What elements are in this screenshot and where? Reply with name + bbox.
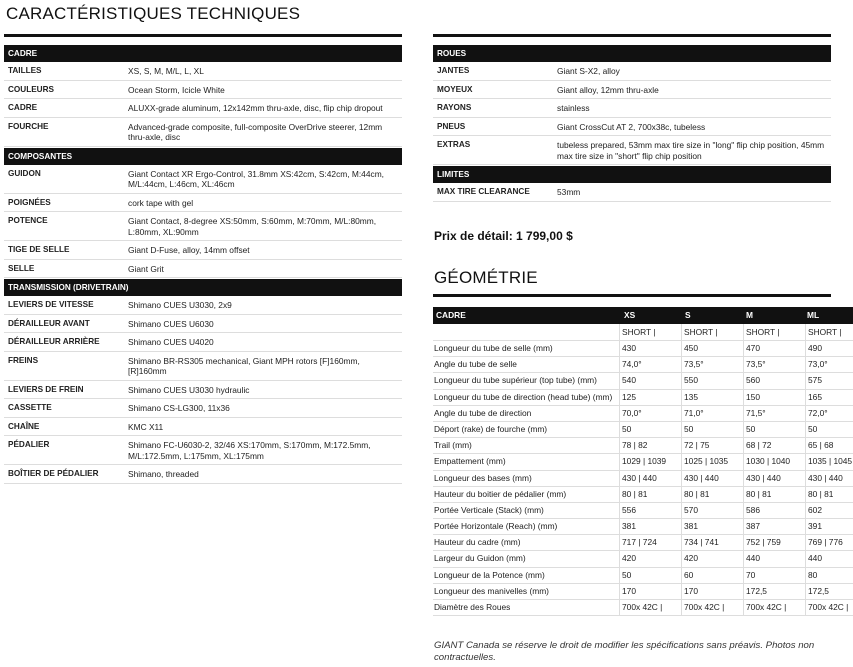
geometry-value: 381 [619, 519, 681, 534]
geometry-value: 70,0° [619, 406, 681, 421]
spec-label: EXTRAS [437, 140, 471, 149]
geometry-value: 700x 42C | [619, 600, 681, 615]
geometry-value: 60 [681, 568, 743, 583]
spec-label: RAYONS [437, 103, 472, 112]
geometry-value: 700x 42C | [743, 600, 805, 615]
spec-label: JANTES [437, 66, 470, 75]
geometry-value: 734 | 741 [681, 535, 743, 550]
spec-value: Giant D-Fuse, alloy, 14mm offset [128, 245, 250, 255]
geometry-value: 65 | 68 [805, 438, 853, 453]
size-s: S [685, 310, 691, 320]
spec-value: Shimano FC-U6030-2, 32/46 XS:170mm, S:170mm, M:172.5mm, M/L:172.5mm, L:175mm, XL:175mm [128, 440, 371, 461]
divider [433, 294, 831, 297]
geometry-row [433, 373, 853, 389]
geometry-value: 752 | 759 [743, 535, 805, 550]
geometry-value: 125 [619, 390, 681, 405]
geometry-value: 80 | 81 [681, 487, 743, 502]
geometry-value: 586 [743, 503, 805, 518]
geometry-value: 560 [743, 373, 805, 388]
geometry-label: Hauteur du cadre (mm) [434, 537, 521, 548]
geometry-value: 80 | 81 [743, 487, 805, 502]
geometry-value: 68 | 72 [743, 438, 805, 453]
geometry-value: 80 | 81 [619, 487, 681, 502]
geometry-value: 700x 42C | [805, 600, 853, 615]
spec-label: DÉRAILLEUR AVANT [8, 318, 90, 328]
geometry-label: Longueur des bases (mm) [434, 472, 532, 483]
disclaimer: GIANT Canada se réserve le droit de modifier les spécifications sans préavis. Photos non contractuelles. [434, 640, 815, 663]
flip-chip-label: SHORT | [681, 324, 743, 340]
geometry-label: Déport (rake) de fourche (mm) [434, 423, 548, 434]
spec-label: DÉRAILLEUR ARRIÈRE [8, 337, 100, 346]
spec-value: Giant Grit [128, 263, 164, 274]
geometry-row [433, 390, 853, 406]
retail-price: Prix de détail: 1 799,00 $ [434, 229, 573, 243]
geometry-label: Largeur du Guidon (mm) [434, 553, 526, 564]
geometry-row [433, 568, 853, 584]
geometry-row [433, 487, 853, 503]
spec-row [433, 99, 831, 118]
spec-value: Shimano, threaded [128, 469, 199, 479]
spec-row [4, 165, 402, 194]
geometry-value: 172,5 [743, 584, 805, 599]
spec-row [4, 418, 402, 437]
geometry-value: 430 [619, 341, 681, 356]
geometry-value: 540 [619, 373, 681, 388]
geometry-value: 550 [681, 373, 743, 388]
geometry-value: 1029 | 1039 [619, 454, 681, 469]
spec-row [4, 212, 402, 241]
geometry-value: 700x 42C | [681, 600, 743, 615]
spec-row [433, 81, 831, 100]
geometry-value: 50 [805, 422, 853, 437]
spec-value: Shimano CUES U3030, 2x9 [128, 300, 232, 310]
geometry-value: 150 [743, 390, 805, 405]
geometry-value: 170 [681, 584, 743, 599]
spec-label: FOURCHE [8, 121, 49, 131]
geometry-value: 50 [619, 422, 681, 437]
spec-row [4, 296, 402, 315]
geometry-value: 420 [681, 551, 743, 566]
geometry-label: Empattement (mm) [434, 456, 506, 467]
geometry-row [433, 584, 853, 600]
geometry-value: 73,5° [743, 357, 805, 372]
spec-row [433, 136, 831, 165]
geometry-value: 420 [619, 551, 681, 566]
geometry-value: 430 | 440 [743, 471, 805, 486]
geometry-row [433, 341, 853, 357]
divider [4, 34, 402, 37]
geometry-row [433, 519, 853, 535]
geometry-value: 135 [681, 390, 743, 405]
geometry-row [433, 535, 853, 551]
geometry-value: 490 [805, 341, 853, 356]
geometry-value: 391 [805, 519, 853, 534]
spec-value: cork tape with gel [128, 197, 194, 208]
geometry-row [433, 503, 853, 519]
spec-label: PNEUS [437, 121, 466, 131]
geometry-label: Longueur du tube supérieur (top tube) (mm) [434, 375, 597, 386]
spec-row [433, 62, 831, 81]
geometry-row [433, 471, 853, 487]
spec-value: Shimano BR-RS305 mechanical, Giant MPH rotors [F]160mm, [R]160mm [128, 355, 360, 376]
geometry-row [433, 406, 853, 422]
divider [433, 34, 831, 37]
geometry-label: Longueur des manivelles (mm) [434, 585, 549, 596]
geometry-value: 71,0° [681, 406, 743, 421]
geometry-label: Trail (mm) [434, 440, 472, 451]
geometry-value: 387 [743, 519, 805, 534]
spec-value: Giant Contact XR Ergo-Control, 31.8mm XS:42cm, S:42cm, M:44cm, M/L:44cm, L:46cm, XL:46cm [128, 168, 384, 189]
geometry-value: 1030 | 1040 [743, 454, 805, 469]
geometry-row [433, 454, 853, 470]
spec-row [4, 436, 402, 465]
spec-row [433, 118, 831, 137]
geometry-row [433, 357, 853, 373]
geometry-value: 430 | 440 [805, 471, 853, 486]
geometry-row [433, 422, 853, 438]
geometry-value: 50 [743, 422, 805, 437]
spec-value: tubeless prepared, 53mm max tire size in "long" flip chip position, 45mm max tire size in "short" flip chip position [557, 140, 825, 161]
spec-row [433, 183, 831, 202]
geometry-value: 440 [805, 551, 853, 566]
geometry-value: 556 [619, 503, 681, 518]
spec-row [4, 465, 402, 484]
geometry-label: Diamètre des Roues [434, 602, 511, 612]
geometry-value: 381 [681, 519, 743, 534]
size-m: M [746, 310, 753, 320]
section-heading: ROUES [433, 45, 831, 62]
spec-label: MOYEUX [437, 84, 473, 94]
geometry-value: 717 | 724 [619, 535, 681, 550]
geometry-label: Longueur du tube de direction (head tube) (mm) [434, 391, 613, 402]
spec-row [4, 99, 402, 118]
spec-label: POIGNÉES [8, 197, 51, 207]
geometry-value: 450 [681, 341, 743, 356]
spec-label: TIGE DE SELLE [8, 245, 70, 254]
specs-left-column [4, 34, 402, 484]
spec-value: 53mm [557, 187, 581, 197]
spec-row [4, 62, 402, 81]
spec-row [4, 333, 402, 352]
section-heading: COMPOSANTES [4, 148, 402, 165]
geometry-value: 50 [619, 568, 681, 583]
geometry-value: 72 | 75 [681, 438, 743, 453]
geometry-value: 1025 | 1035 [681, 454, 743, 469]
geometry-label: Longueur de la Potence (mm) [434, 569, 545, 580]
spec-label: MAX TIRE CLEARANCE [437, 187, 530, 196]
spec-label: BOÎTIER DE PÉDALIER [8, 469, 99, 478]
geometry-label: Portée Horizontale (Reach) (mm) [434, 521, 558, 532]
spec-row [4, 352, 402, 381]
spec-label: TAILLES [8, 66, 42, 75]
section-heading: TRANSMISSION (DRIVETRAIN) [4, 279, 402, 296]
geometry-table [433, 294, 853, 616]
geometry-value: 74,0° [619, 357, 681, 372]
geometry-value: 430 | 440 [619, 471, 681, 486]
spec-value: Giant alloy, 12mm thru-axle [557, 84, 659, 95]
spec-label: PÉDALIER [8, 440, 50, 449]
size-ml: ML [807, 310, 820, 320]
geometry-value: 73,0° [805, 357, 853, 372]
geometry-value: 70 [743, 568, 805, 583]
spec-row [4, 260, 402, 279]
spec-label: SELLE [8, 263, 35, 273]
spec-row [4, 241, 402, 260]
spec-value: Shimano CUES U6030 [128, 318, 214, 329]
spec-label: POTENCE [8, 216, 48, 225]
section-heading: CADRE [4, 45, 402, 62]
geometry-value: 602 [805, 503, 853, 518]
geometry-value: 80 [805, 568, 853, 583]
geometry-value: 71,5° [743, 406, 805, 421]
spec-label: LEVIERS DE FREIN [8, 384, 84, 394]
geometry-value: 470 [743, 341, 805, 356]
geometry-subheader-row [433, 324, 853, 341]
spec-row [4, 381, 402, 400]
geometry-row [433, 600, 853, 616]
spec-label: CADRE [8, 103, 38, 112]
geometry-value: 73,5° [681, 357, 743, 372]
geometry-value: 1035 | 1045 [805, 454, 853, 469]
spec-value: Advanced-grade composite, full-composite OverDrive steerer, 12mm thru-axle, disc [128, 121, 383, 142]
spec-value: Giant Contact, 8-degree XS:50mm, S:60mm, M:70mm, M/L:80mm, L:80mm, XL:90mm [128, 216, 377, 237]
geometry-label: Longueur du tube de selle (mm) [434, 343, 553, 353]
geometry-label: Angle du tube de direction [434, 407, 532, 418]
spec-value: ALUXX-grade aluminum, 12x142mm thru-axle, disc, flip chip dropout [128, 103, 383, 113]
geometry-value: 430 | 440 [681, 471, 743, 486]
spec-row [4, 81, 402, 100]
geometry-value: 170 [619, 584, 681, 599]
geometry-value: 50 [681, 422, 743, 437]
geometry-value: 78 | 82 [619, 438, 681, 453]
geometry-row [433, 438, 853, 454]
geometry-header-label: CADRE [436, 310, 466, 320]
geometry-value: 769 | 776 [805, 535, 853, 550]
spec-row [4, 194, 402, 213]
section-heading: LIMITES [433, 166, 831, 183]
spec-value: KMC X11 [128, 421, 164, 432]
geometry-value: 440 [743, 551, 805, 566]
spec-row [4, 399, 402, 418]
spec-value: stainless [557, 103, 590, 113]
flip-chip-label: SHORT | [805, 324, 853, 340]
geometry-value: 165 [805, 390, 853, 405]
spec-value: XS, S, M, M/L, L, XL [128, 66, 204, 76]
geometry-row [433, 551, 853, 567]
spec-value: Ocean Storm, Icicle White [128, 84, 225, 95]
geometry-label: Portée Verticale (Stack) (mm) [434, 504, 544, 515]
spec-value: Giant CrossCut AT 2, 700x38c, tubeless [557, 121, 706, 132]
geometry-value: 172,5 [805, 584, 853, 599]
geometry-label: Hauteur du boitier de pédalier (mm) [434, 488, 567, 499]
geometry-value: 72,0° [805, 406, 853, 421]
geometry-header-row [433, 307, 853, 324]
geometry-label: Angle du tube de selle [434, 359, 517, 370]
geometry-value: 80 | 81 [805, 487, 853, 502]
flip-chip-label: SHORT | [743, 324, 805, 340]
spec-value: Shimano CUES U4020 [128, 337, 214, 347]
spec-label: CHAÎNE [8, 421, 40, 431]
geometry-value: 570 [681, 503, 743, 518]
size-xs: XS [624, 310, 636, 320]
spec-label: COULEURS [8, 84, 54, 94]
spec-value: Shimano CS-LG300, 11x36 [128, 403, 230, 413]
spec-label: LEVIERS DE VITESSE [8, 300, 94, 309]
flip-chip-label: SHORT | [619, 324, 681, 340]
geometry-value: 575 [805, 373, 853, 388]
spec-row [4, 315, 402, 334]
spec-label: GUIDON [8, 168, 41, 178]
spec-label: CASSETTE [8, 403, 52, 412]
page-title: CARACTÉRISTIQUES TECHNIQUES [6, 4, 301, 23]
spec-label: FREINS [8, 355, 39, 365]
spec-value: Shimano CUES U3030 hydraulic [128, 384, 250, 395]
geometry-title: GÉOMÉTRIE [434, 268, 538, 287]
specs-right-column [433, 34, 831, 202]
spec-value: Giant S-X2, alloy [557, 66, 620, 76]
spec-row [4, 118, 402, 147]
